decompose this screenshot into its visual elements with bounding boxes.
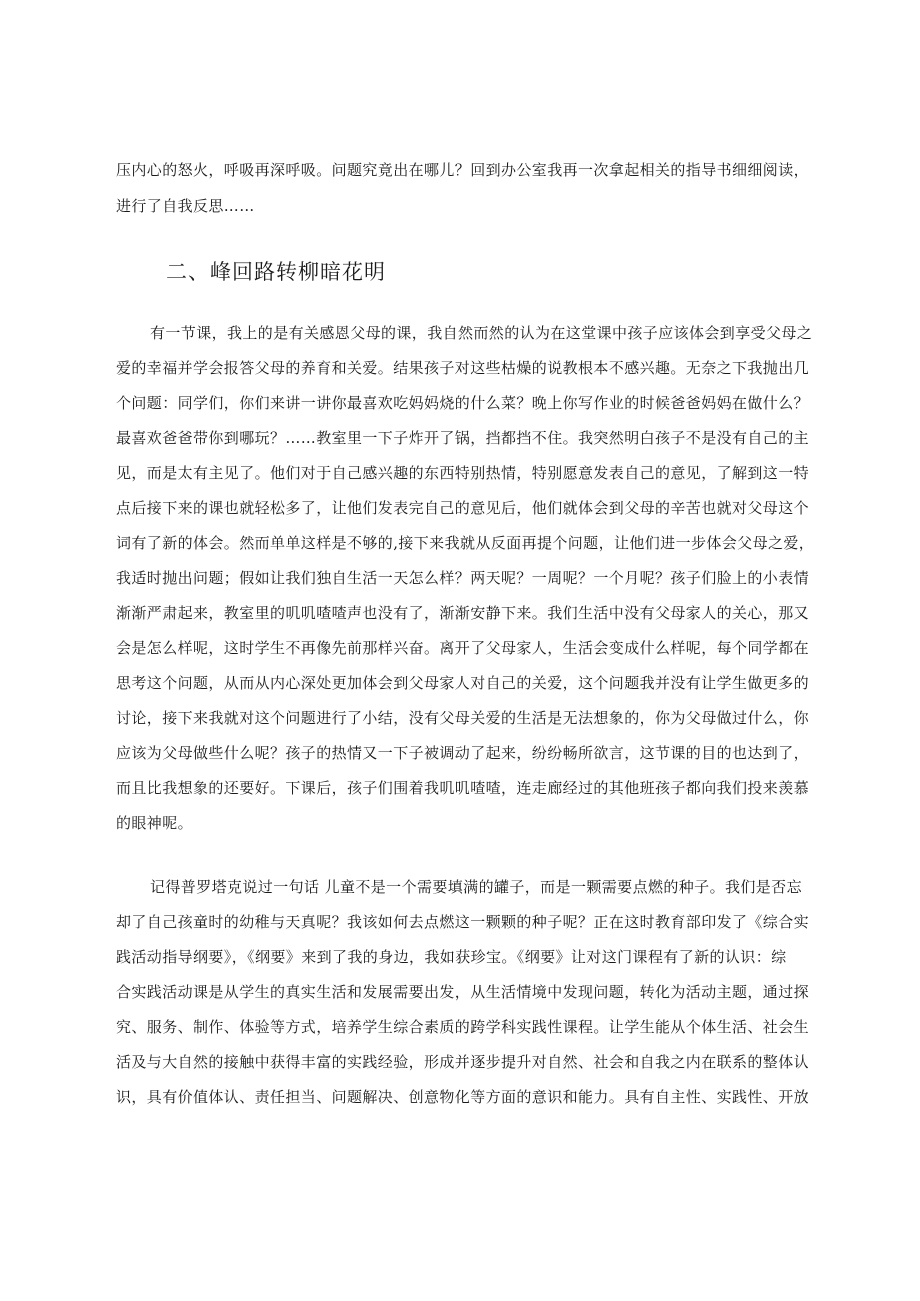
paragraph-1-line: 渐渐严肃起来，教室里的叽叽喳喳声也没有了，渐渐安静下来。我们生活中没有父母家人的关心，那又: [116, 604, 810, 622]
lead-line: 进行了自我反思……: [116, 197, 255, 215]
paragraph-1-line: 的眼神呢。: [116, 814, 194, 832]
paragraph-1-line: 有一节课，我上的是有关感恩父母的课，我自然而然的认为在这堂课中孩子应该体会到享受父母之: [150, 324, 813, 342]
paragraph-2-line: 识，具有价值体认、责任担当、问题解决、创意物化等方面的意识和能力。具有自主性、实践性、开放: [116, 1088, 810, 1106]
paragraph-1-line: 应该为父母做些什么呢？孩子的热情又一下子被调动了起来，纷纷畅所欲言，这节课的目的也达到了，: [116, 744, 810, 762]
paragraph-2-line: 活及与大自然的接触中获得丰富的实践经验，形成并逐步提升对自然、社会和自我之内在联系的整体认: [116, 1053, 810, 1071]
paragraph-1-line: 见，而是太有主见了。他们对于自己感兴趣的东西特别热情，特别愿意发表自己的意见，了解到这一特: [116, 464, 810, 482]
paragraph-2-line: 记得普罗塔克说过一句话 儿童不是一个需要填满的罐子，而是一颗需要点燃的种子。我们是否忘: [150, 878, 802, 896]
paragraph-1-line: 点后接下来的课也就轻松多了，让他们发表完自己的意见后，他们就体会到父母的辛苦也就对父母这个: [116, 499, 810, 517]
paragraph-2-line: 究、服务、制作、体验等方式，培养学生综合素质的跨学科实践性课程。让学生能从个体生活、社会生: [116, 1018, 810, 1036]
lead-line: 压内心的怒火，呼吸再深呼吸。问题究竟出在哪儿？回到办公室我再一次拿起相关的指导书细细阅读，: [116, 161, 810, 179]
section-heading: 二、峰回路转柳暗花明: [166, 260, 386, 284]
paragraph-1-line: 我适时抛出问题；假如让我们独自生活一天怎么样？两天呢？一周呢？一个月呢？孩子们脸上的小表情: [116, 569, 810, 587]
paragraph-1-line: 词有了新的体会。然而单单这样是不够的,接下来我就从反面再提个问题，让他们进一步体会父母之爱，: [116, 534, 815, 552]
paragraph-2-line: 却了自己孩童时的幼稚与天真呢？我该如何去点燃这一颗颗的种子呢？正在这时教育部印发了《综合实: [116, 913, 810, 931]
paragraph-1-line: 思考这个问题，从而从内心深处更加体会到父母家人对自己的关爱，这个问题我并没有让学生做更多的: [116, 674, 810, 692]
paragraph-1-line: 讨论，接下来我就对这个问题进行了小结，没有父母关爱的生活是无法想象的，你为父母做过什么，你: [116, 709, 810, 727]
paragraph-2-line: 合实践活动课是从学生的真实生活和发展需要出发，从生活情境中发现问题，转化为活动主题，通过探: [116, 983, 810, 1001]
paragraph-1-line: 最喜欢爸爸带你到哪玩？……教室里一下子炸开了锅，挡都挡不住。我突然明白孩子不是没有自己的主: [116, 429, 810, 447]
paragraph-2-line: 践活动指导纲要》，《纲要》来到了我的身边，我如获珍宝。《纲要》让对这门课程有了新的认识：综: [116, 948, 787, 966]
paragraph-1-line: 个问题：同学们，你们来讲一讲你最喜欢吃妈妈烧的什么菜？晚上你写作业的时候爸爸妈妈在做什么？: [116, 394, 810, 412]
paragraph-1-line: 而且比我想象的还要好。下课后，孩子们围着我叽叽喳喳，连走廊经过的其他班孩子都向我们投来羡慕: [116, 779, 810, 797]
paragraph-1-line: 会是怎么样呢，这时学生不再像先前那样兴奋。离开了父母家人，生活会变成什么样呢，每个同学都在: [116, 639, 810, 657]
paragraph-1-line: 爱的幸福并学会报答父母的养育和关爱。结果孩子对这些枯燥的说教根本不感兴趣。无奈之下我抛出几: [116, 359, 810, 377]
